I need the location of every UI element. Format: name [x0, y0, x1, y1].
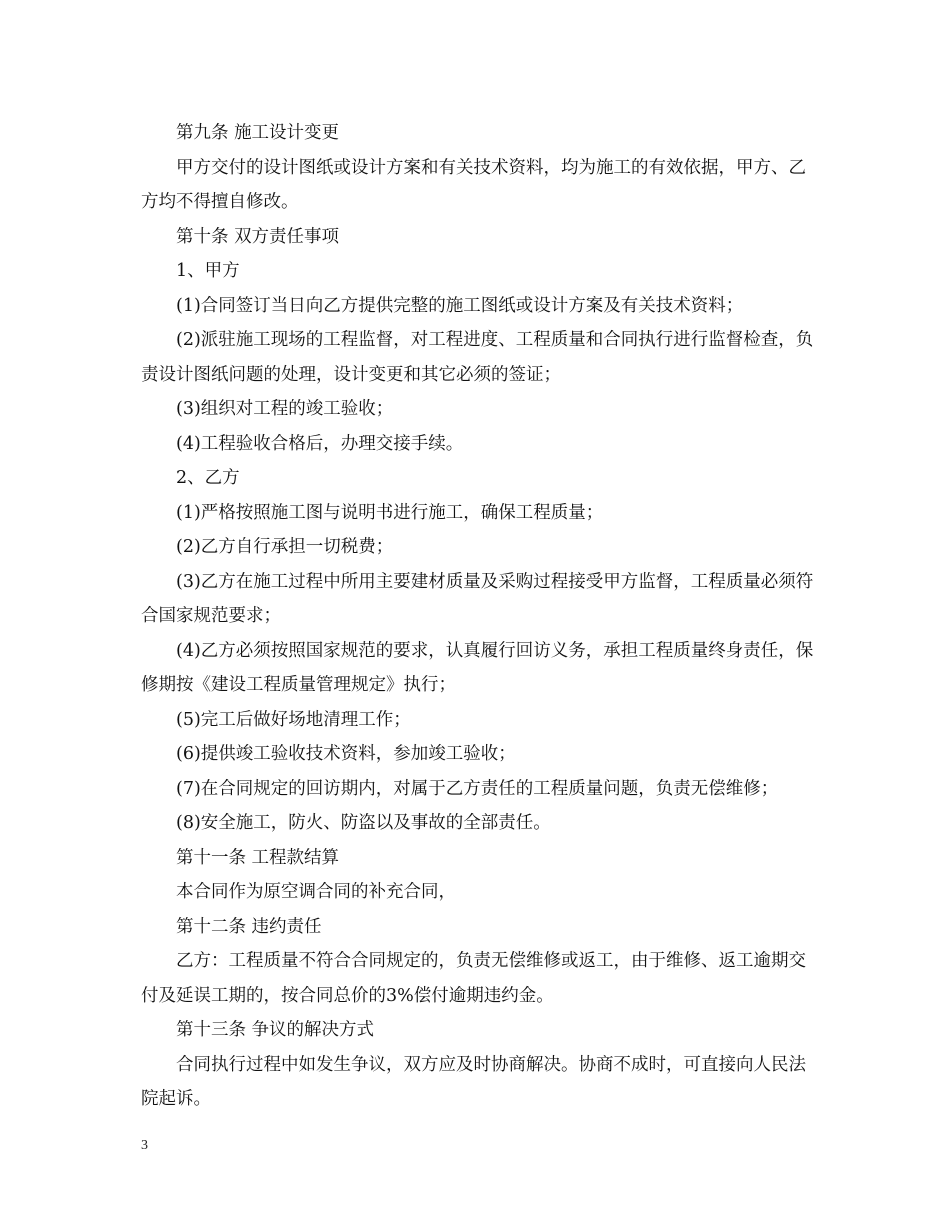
document-body: [141, 116, 821, 1117]
paragraph: 第十二条 违约责任: [176, 916, 322, 937]
paragraph: (4)乙方必须按照国家规范的要求，认真履行回访义务，承担工程质量终身责任，保修期按《建设工程质量管理规定》执行；: [141, 640, 814, 695]
paragraph: (3)组织对工程的竣工验收；: [176, 399, 394, 419]
paragraph: 甲方交付的设计图纸或设计方案和有关技术资料，均为施工的有效依据，甲方、乙方均不得擅自修改。: [141, 157, 806, 212]
paragraph: 乙方：工程质量不符合合同规定的，负责无偿维修或返工，由于维修、返工逾期交付及延误工期的，按合同总价的3%偿付逾期违约金。: [141, 951, 806, 1006]
paragraph: 合同执行过程中如发生争议，双方应及时协商解决。协商不成时，可直接向人民法院起诉。: [141, 1054, 806, 1109]
paragraph: (3)乙方在施工过程中所用主要建材质量及采购过程接受甲方监督，工程质量必须符合国家规范要求；: [141, 571, 814, 626]
paragraph: (7)在合同规定的回访期内，对属于乙方责任的工程质量问题，负责无偿维修；: [176, 778, 779, 799]
paragraph: 1、甲方: [176, 261, 240, 281]
paragraph: (1)合同签订当日向乙方提供完整的施工图纸或设计方案及有关技术资料；: [176, 295, 744, 316]
paragraph: (6)提供竣工验收技术资料，参加竣工验收；: [176, 744, 516, 764]
paragraph: 第九条 施工设计变更: [176, 123, 340, 143]
paragraph: (2)乙方自行承担一切税费；: [176, 537, 394, 557]
paragraph: (4)工程验收合格后，办理交接手续。: [176, 433, 464, 454]
paragraph: 第十三条 争议的解决方式: [176, 1020, 375, 1040]
paragraph: 第十一条 工程款结算: [176, 847, 340, 868]
paragraph: 第十条 双方责任事项: [176, 226, 340, 247]
paragraph: 本合同作为原空调合同的补充合同，: [176, 882, 456, 902]
paragraph: (2)派驻施工现场的工程监督，对工程进度、工程质量和合同执行进行监督检查，负责设计图纸问题的处理，设计变更和其它必须的签证；: [141, 330, 814, 385]
paragraph: (8)安全施工，防火、防盗以及事故的全部责任。: [176, 813, 551, 833]
paragraph: 2、乙方: [176, 468, 240, 488]
paragraph: (5)完工后做好场地清理工作；: [176, 709, 411, 730]
page-number: 3: [141, 1138, 148, 1153]
paragraph: (1)严格按照施工图与说明书进行施工，确保工程质量；: [176, 502, 604, 523]
